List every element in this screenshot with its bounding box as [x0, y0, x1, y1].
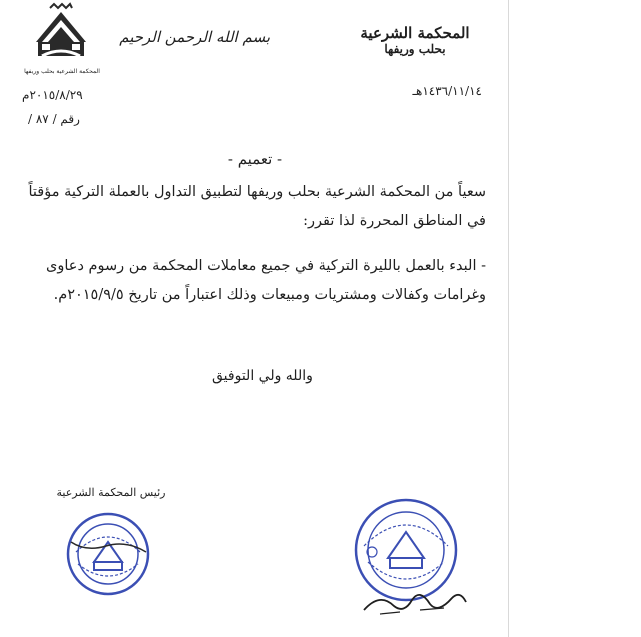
body-paragraph-2: - البدء بالعمل بالليرة التركية في جميع معاملات المحكمة من رسوم دعاوى وغرامات وكفالات ومشتريات ومبيعات وذلك اعتباراً من تاريخ ٢٠١٥/٩/٥م. [46, 258, 486, 303]
court-name-line2: بحلب وريفها [384, 42, 446, 56]
court-logo-icon [28, 2, 94, 68]
logo-caption: المحكمة الشرعية بحلب وريفها [24, 68, 100, 75]
closing-line: والله ولي التوفيق [212, 368, 313, 384]
scan-border [508, 0, 509, 637]
reference-number: رقم / ٨٧ / [28, 112, 80, 126]
body-paragraph-1: سعياً من المحكمة الشرعية بحلب وريفها لتطبيق التداول بالعملة التركية مؤقتاً في المناطق المحررة لذا تقرر: [28, 184, 486, 229]
court-name-line1: المحكمة الشرعية [360, 24, 470, 42]
court-stamp-left-icon [66, 512, 150, 596]
document-heading: - تعميم - [227, 150, 283, 168]
signatory-title: رئيس المحكمة الشرعية [56, 486, 166, 499]
basmala: بسم الله الرحمن الرحيم [119, 28, 270, 46]
court-name-header [340, 24, 490, 56]
date-hijri: ١٤٣٦/١١/١٤هـ [412, 84, 482, 98]
date-gregorian: ٢٠١٥/٨/٢٩م [22, 88, 83, 102]
handwritten-signature-icon [360, 580, 470, 620]
